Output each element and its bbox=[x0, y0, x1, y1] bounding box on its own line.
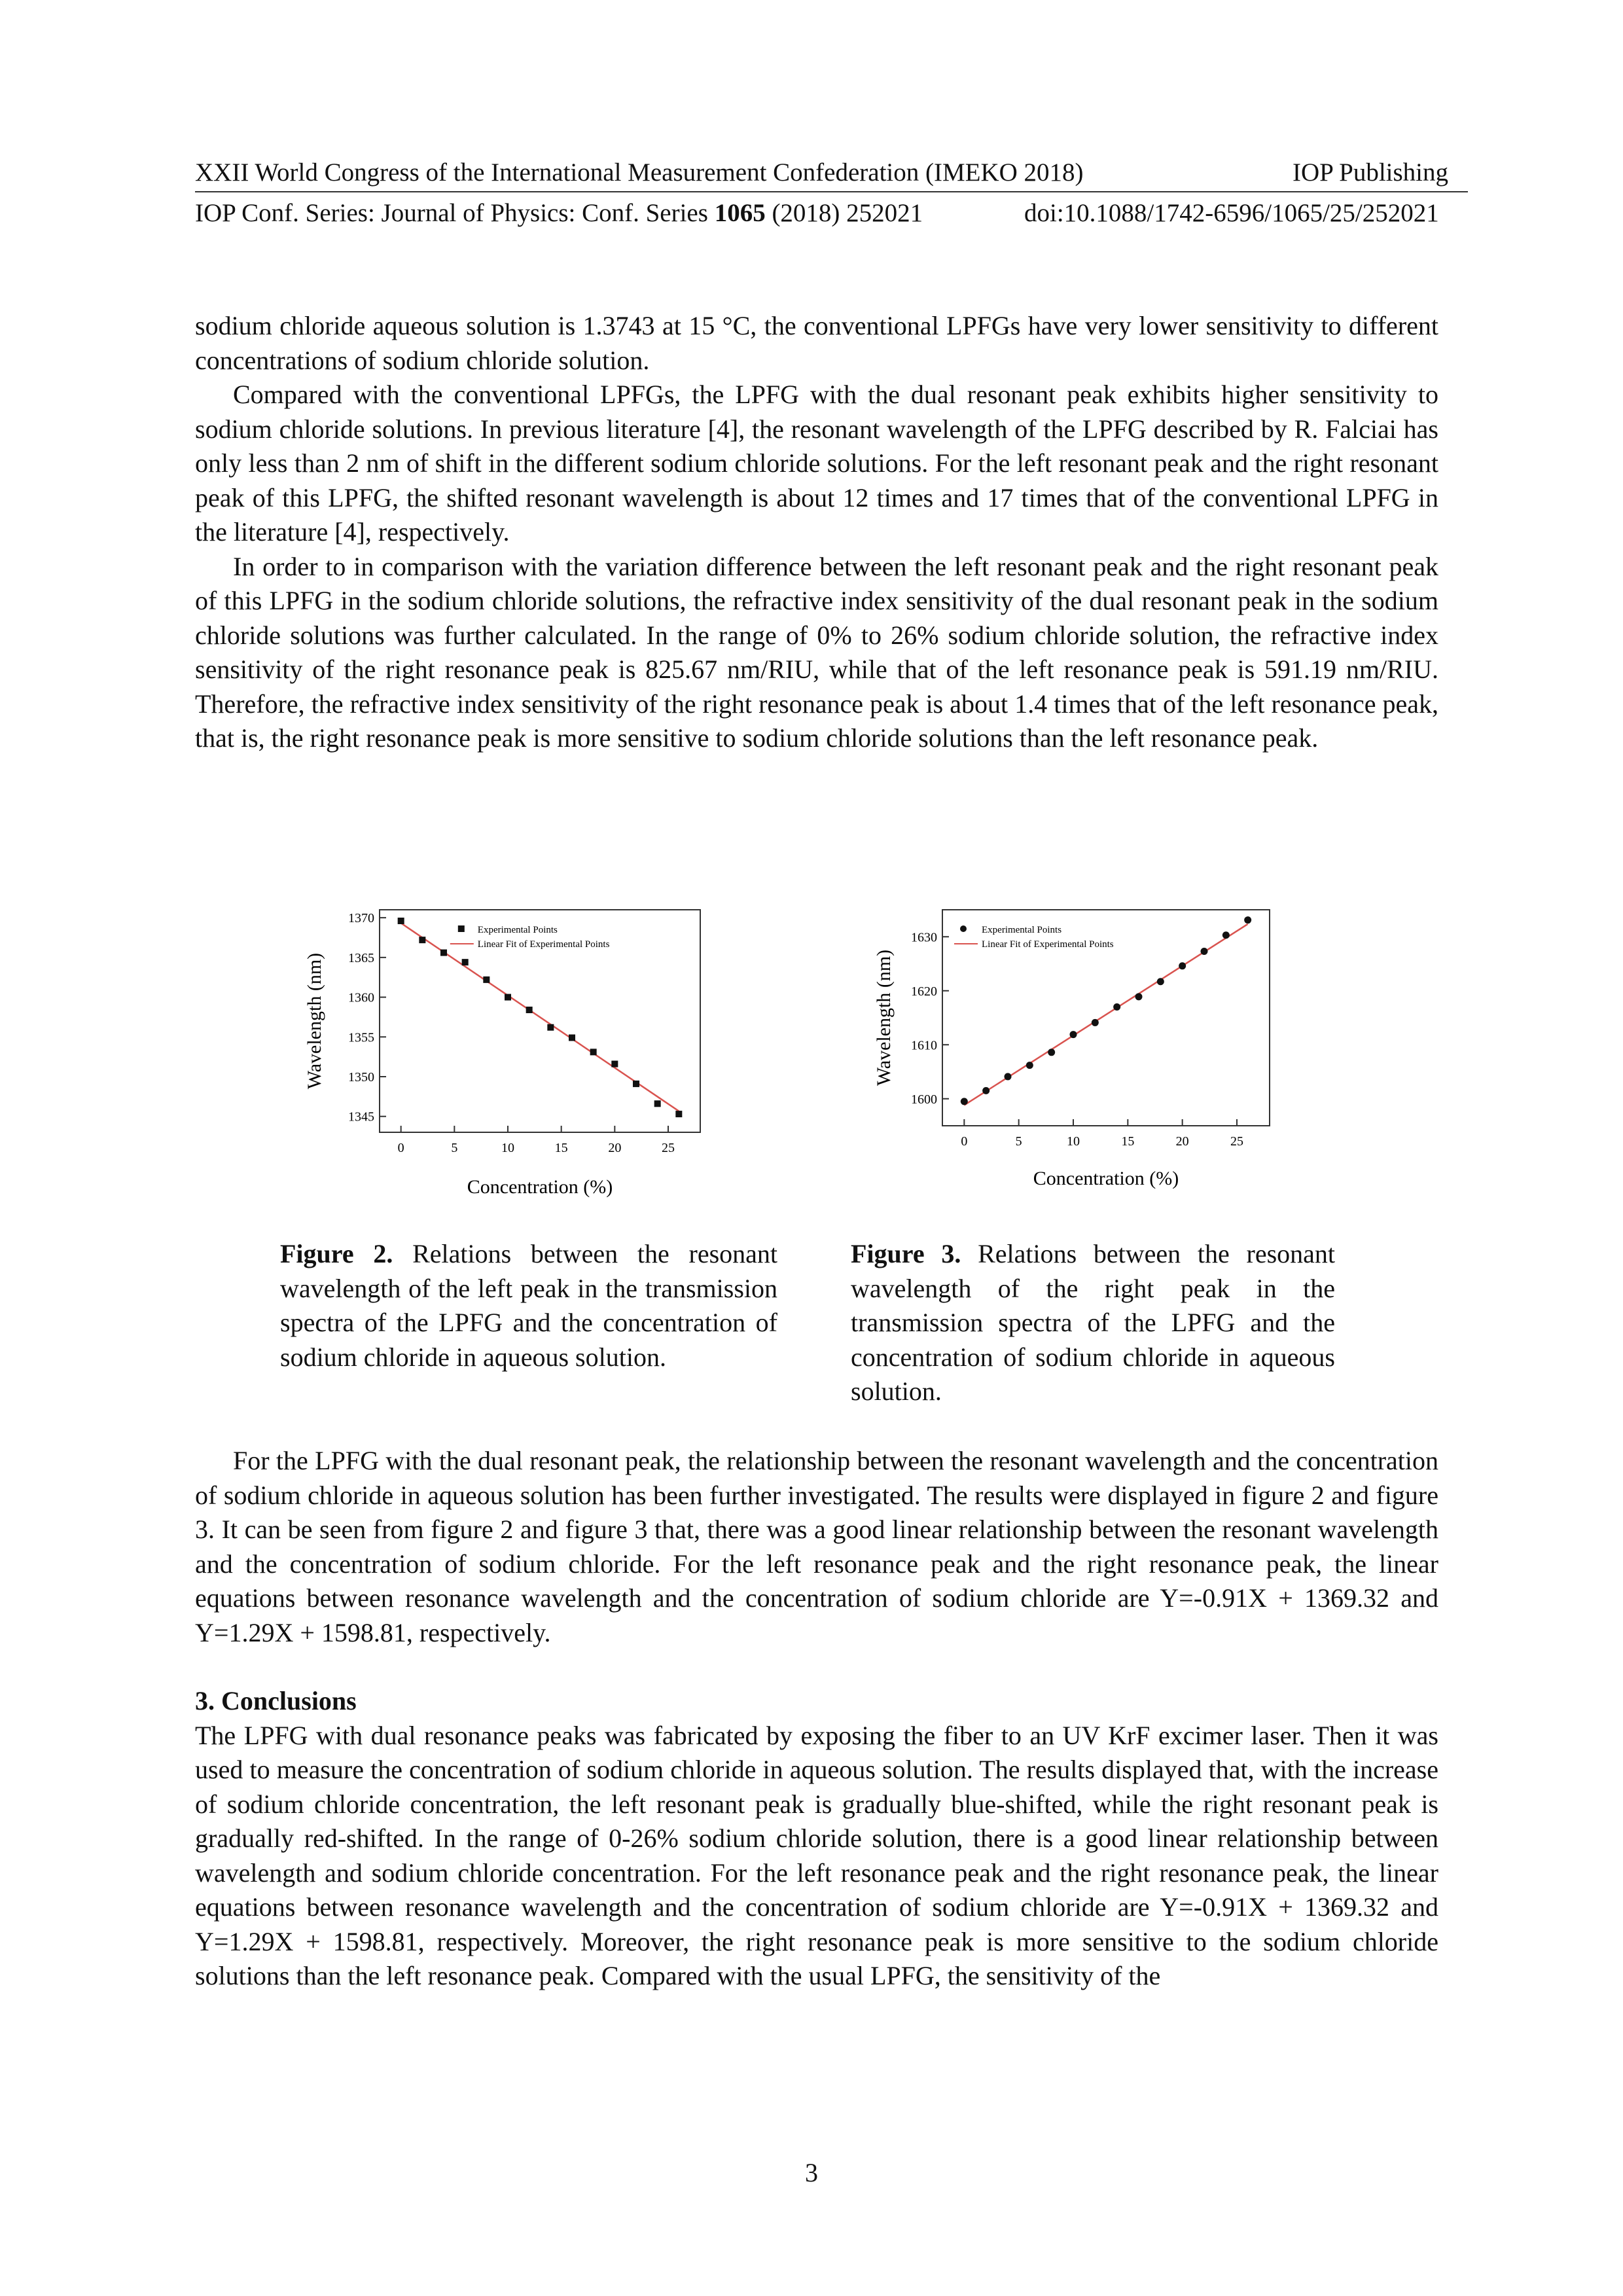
paragraph: The LPFG with dual resonance peaks was fabricated by exposing the fiber to an UV KrF excimer laser. Then it was used to measure the concentration of sodium chloride in aqueous solution. The results displayed that, with the increase of sodium chloride concentration, the left resonant peak is gradually blue-shifted, while the right resonant peak is gradually red-shifted. In the range of 0-26% sodium chloride solution, there is a good linear relationship between wavelength and sodium chloride concentration. For the left resonance peak and the right resonance peak, the linear equations between resonance wavelength and the concentration of sodium chloride are Y=-0.91X + 1369.32 and Y=1.29X + 1598.81, respectively. Moreover, the right resonance peak is more sensitive to the sodium chloride solutions than the left resonance peak. Compared with the usual LPFG, the sensitivity of the bbox=[195, 1720, 1438, 1990]
y-tick-label: 1620 bbox=[911, 984, 937, 999]
header-series-prefix: IOP Conf. Series: Journal of Physics: Conf. Series bbox=[195, 199, 715, 227]
data-point bbox=[1092, 1019, 1099, 1026]
x-tick-label: 10 bbox=[501, 1141, 514, 1155]
data-point bbox=[1113, 1003, 1120, 1011]
data-point bbox=[590, 1049, 597, 1055]
data-point bbox=[1157, 978, 1164, 985]
data-point bbox=[1048, 1049, 1055, 1056]
data-point bbox=[675, 1111, 682, 1117]
y-tick-label: 1345 bbox=[348, 1109, 374, 1124]
figure-2-chart bbox=[294, 895, 713, 1203]
y-tick-label: 1610 bbox=[911, 1038, 937, 1053]
x-tick-label: 10 bbox=[1067, 1134, 1080, 1149]
y-tick-label: 1370 bbox=[348, 911, 374, 926]
figure-2-caption bbox=[280, 1237, 777, 1374]
figure-3-chart bbox=[870, 895, 1289, 1196]
data-point bbox=[1026, 1062, 1033, 1069]
x-tick-label: 15 bbox=[1121, 1134, 1135, 1149]
page-number: 3 bbox=[805, 2158, 818, 2187]
figure-3-caption bbox=[851, 1237, 1335, 1409]
x-axis-label: Concentration (%) bbox=[1033, 1168, 1179, 1189]
x-tick-label: 15 bbox=[554, 1141, 568, 1155]
data-point bbox=[483, 977, 490, 983]
data-point bbox=[961, 1098, 968, 1105]
header-series-suffix: (2018) 252021 bbox=[765, 199, 923, 227]
header-series bbox=[195, 200, 923, 226]
header-doi: doi:10.1088/1742-6596/1065/25/252021 bbox=[1024, 199, 1439, 227]
x-tick-label: 20 bbox=[1175, 1134, 1189, 1149]
section-heading: 3. Conclusions bbox=[195, 1686, 357, 1715]
figure-2-caption-text: Relations between the resonant wavelength of the left peak in the transmission spectra of the LPFG and the concentration of sodium chloride in aqueous solution. bbox=[280, 1239, 778, 1372]
data-point bbox=[1070, 1031, 1077, 1038]
legend-marker bbox=[960, 925, 967, 932]
paragraph: In order to in comparison with the variation difference between the left resonant peak and the right resonant peak of this LPFG in the sodium chloride solutions, the refractive index sensitivity of the dual resonant peak in the sodium chloride solutions was further calculated. In the range of 0% to 26% sodium chloride solution, the refractive index sensitivity of the right resonance peak is 825.67 nm/RIU, while that of the left resonance peak is 591.19 nm/RIU. Therefore, the refractive index sensitivity of the right resonance peak is about 1.4 times that of the left resonance peak, that is, the right resonance peak is more sensitive to sodium chloride solutions than the left resonance peak. bbox=[195, 551, 1438, 753]
figure-3-label: Figure 3. bbox=[851, 1239, 961, 1268]
x-axis-label: Concentration (%) bbox=[467, 1176, 613, 1198]
y-tick-label: 1630 bbox=[911, 930, 937, 945]
data-point bbox=[611, 1061, 618, 1067]
data-point bbox=[505, 994, 511, 1001]
y-tick-label: 1365 bbox=[348, 950, 374, 965]
legend-label: Experimental Points bbox=[982, 925, 1062, 935]
body-top bbox=[195, 309, 1438, 756]
x-tick-label: 25 bbox=[662, 1141, 675, 1155]
data-point bbox=[398, 918, 404, 924]
x-tick-label: 5 bbox=[451, 1141, 458, 1155]
data-point bbox=[1135, 993, 1143, 1000]
x-tick-label: 20 bbox=[608, 1141, 622, 1155]
data-point bbox=[633, 1081, 639, 1087]
legend-label: Linear Fit of Experimental Points bbox=[982, 939, 1114, 950]
paragraph: sodium chloride aqueous solution is 1.3743 at 15 °C, the conventional LPFGs have very lower sensitivity to different concentrations of sodium chloride solution. bbox=[195, 311, 1438, 375]
data-point bbox=[440, 950, 447, 956]
header-volume: 1065 bbox=[714, 199, 766, 227]
data-point bbox=[569, 1035, 575, 1041]
legend-marker bbox=[458, 925, 465, 932]
x-tick-label: 0 bbox=[397, 1141, 404, 1155]
data-point bbox=[1179, 962, 1186, 969]
data-point bbox=[1222, 931, 1230, 939]
y-tick-label: 1355 bbox=[348, 1030, 374, 1045]
legend-label: Experimental Points bbox=[477, 925, 558, 935]
data-point bbox=[526, 1007, 533, 1013]
figure-3-caption-text: Relations between the resonant wavelength of the right peak in the transmission spectra of the LPFG and the concentration of sodium chloride in aqueous solution. bbox=[851, 1239, 1336, 1406]
header-conference: XXII World Congress of the International Measurement Confederation (IMEKO 2018) bbox=[195, 158, 1084, 187]
data-point bbox=[1005, 1073, 1012, 1080]
legend-label: Linear Fit of Experimental Points bbox=[477, 939, 610, 950]
y-tick-label: 1350 bbox=[348, 1070, 374, 1085]
paragraph: Compared with the conventional LPFGs, the LPFG with the dual resonant peak exhibits higher sensitivity to sodium chloride solutions. In previous literature [4], the resonant wavelength of the LPFG described by R. Falciai has only less than 2 nm of shift in the different sodium chloride solutions. For the left resonant peak and the right resonant peak of this LPFG, the shifted resonant wavelength is about 12 times and 17 times that of the conventional LPFG in the literature [4], respectively. bbox=[195, 380, 1438, 547]
x-tick-label: 25 bbox=[1230, 1134, 1243, 1149]
header-publisher: IOP Publishing bbox=[1293, 158, 1449, 187]
data-point bbox=[1244, 916, 1251, 924]
data-point bbox=[547, 1024, 554, 1031]
data-point bbox=[419, 937, 425, 943]
y-tick-label: 1360 bbox=[348, 990, 374, 1005]
data-point bbox=[654, 1100, 661, 1107]
data-point bbox=[1201, 948, 1208, 955]
y-axis-label: Wavelength (nm) bbox=[873, 949, 895, 1086]
x-tick-label: 5 bbox=[1015, 1134, 1022, 1149]
data-point bbox=[982, 1087, 990, 1094]
figure-2-label: Figure 2. bbox=[280, 1239, 393, 1268]
paragraph: For the LPFG with the dual resonant peak, the relationship between the resonant wavelength and the concentration of sodium chloride in aqueous solution has been further investigated. The results were displayed in figure 2 and figure 3. It can be seen from figure 2 and figure 3 that, there was a good linear relationship between the resonant wavelength and the concentration of sodium chloride. For the left resonance peak and the right resonance peak, the linear equations between resonance wavelength and the concentration of sodium chloride are Y=-0.91X + 1369.32 and Y=1.29X + 1598.81, respectively. bbox=[195, 1446, 1438, 1647]
y-tick-label: 1600 bbox=[911, 1092, 937, 1107]
x-tick-label: 0 bbox=[961, 1134, 968, 1149]
header-rule bbox=[195, 191, 1468, 192]
data-point bbox=[462, 959, 469, 965]
body-bottom bbox=[195, 1444, 1438, 1994]
y-axis-label: Wavelength (nm) bbox=[304, 952, 325, 1090]
